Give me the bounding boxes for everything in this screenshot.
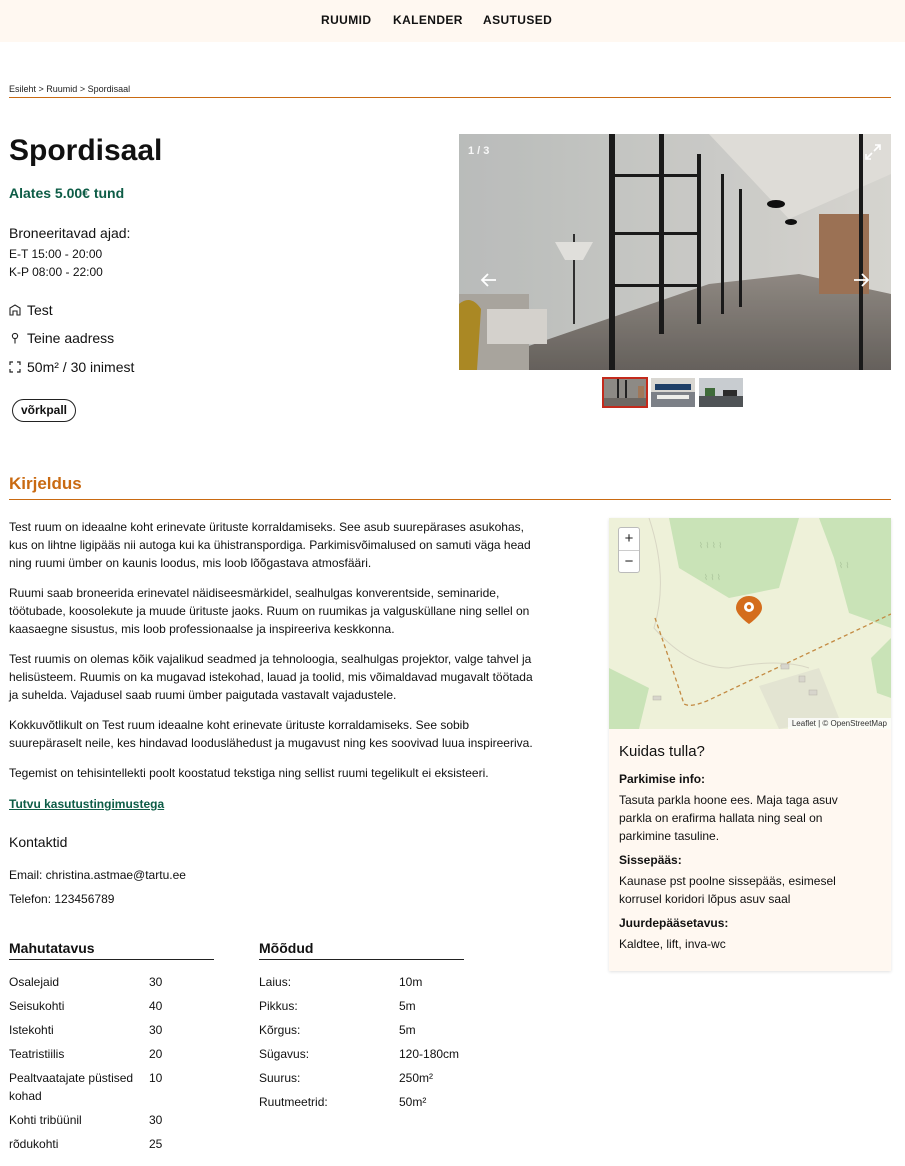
row-label: Kõrgus: xyxy=(259,1023,301,1037)
expand-icon xyxy=(9,361,21,373)
accessibility-label: Juurdepääsetavus: xyxy=(619,916,729,930)
breadcrumb-separator: > xyxy=(79,84,88,94)
svg-text:⌇ ⌇: ⌇ ⌇ xyxy=(839,561,850,570)
gallery-thumbnail[interactable] xyxy=(603,378,647,407)
row-label: rõdukohti xyxy=(9,1137,59,1151)
bookable-time-weekdays: E-T 15:00 - 20:00 xyxy=(9,247,103,261)
breadcrumb-divider xyxy=(9,97,891,98)
directions-title: Kuidas tulla? xyxy=(619,743,705,760)
table-row xyxy=(9,1111,214,1129)
zoom-in-button[interactable]: + xyxy=(624,530,634,547)
attribution-separator: | © xyxy=(815,719,831,728)
breadcrumb-item-rooms[interactable]: Ruumid xyxy=(46,84,78,94)
description-paragraph: Tegemist on tehisintellekti poolt koostatud tekstiga ning sellist ruumi tegelikult ei eksisteeri. xyxy=(9,766,489,780)
map-attribution xyxy=(788,718,891,729)
table-row xyxy=(9,1135,214,1153)
description-body xyxy=(9,518,539,794)
row-value: 30 xyxy=(149,1113,163,1127)
table-row xyxy=(259,997,464,1015)
row-label: Suurus: xyxy=(259,1071,301,1085)
dimensions-table xyxy=(259,940,464,1111)
row-value: 5m xyxy=(399,999,416,1013)
table-row xyxy=(9,997,214,1015)
building-row xyxy=(9,301,53,319)
openstreetmap-link[interactable]: OpenStreetMap xyxy=(830,719,887,728)
svg-text:⌇ ⌇ ⌇: ⌇ ⌇ ⌇ xyxy=(704,573,721,582)
entrance-text: Kaunase pst poolne sissepääs, esimesel korrusel koridori lõpus asuv saal xyxy=(619,874,836,906)
row-label: Osalejaid xyxy=(9,975,60,989)
size-text: 50m² / 30 inimest xyxy=(27,359,135,375)
description-divider xyxy=(9,499,891,500)
map-pin-icon xyxy=(9,332,21,344)
row-value: 5m xyxy=(399,1023,416,1037)
row-label: Sügavus: xyxy=(259,1047,310,1061)
row-label: Teatristiilis xyxy=(9,1047,65,1061)
nav-link-kalender[interactable]: KALENDER xyxy=(393,13,463,27)
row-label: Laius: xyxy=(259,975,292,989)
capacity-title: Mahutatavus xyxy=(9,940,214,960)
location-card xyxy=(609,518,891,971)
row-label: Kohti tribüünil xyxy=(9,1113,82,1127)
leaflet-link[interactable]: Leaflet xyxy=(791,719,816,728)
contacts-title: Kontaktid xyxy=(9,834,68,850)
page-title: Spordisaal xyxy=(9,134,163,167)
row-value: 120-180cm xyxy=(399,1047,460,1061)
breadcrumb-separator: > xyxy=(38,84,47,94)
description-paragraph: Kokkuvõtlikult on Test ruum ideaalne koht erinevate ürituste korraldamiseks. See sobib suurepäraselt neile, kes hindavad looduslähedust ja mugavust ning kes soovivad luua inspireeriva. xyxy=(9,718,533,750)
gallery-thumbnail[interactable] xyxy=(699,378,743,407)
description-title: Kirjeldus xyxy=(9,474,82,493)
table-row xyxy=(9,1045,214,1063)
description-paragraph: Test ruum on ideaalne koht erinevate ürituste korraldamiseks. See asub suurepärases asukohas, kus on lihtne ligipääs nii autoga kui ka ühistranspordiga. Parkimisvõimalused on samuti väga head ning ruumi ümber on kaunis loodus, mis loob lõõgastava atmosfääri. xyxy=(9,520,531,570)
table-row xyxy=(9,1021,214,1039)
gallery-thumbnails xyxy=(603,378,743,407)
image-gallery[interactable] xyxy=(459,134,891,370)
breadcrumb-item-home[interactable]: Esileht xyxy=(9,84,37,94)
map[interactable] xyxy=(609,518,891,729)
description-paragraph: Test ruumis on olemas kõik vajalikud seadmed ja tehnoloogia, sealhulgas projektor, valge tahvel ja helisüsteem. Ruumis on ka mugavad istekohad, lauad ja toolid, mis võimaldavad mugavalt töötada ja suhelda. Vajadusel saab ruumi ümber paigutada vastavalt vajadustele. xyxy=(9,652,533,702)
building-name: Test xyxy=(27,302,53,318)
svg-text:⌇ ⌇ ⌇ ⌇: ⌇ ⌇ ⌇ ⌇ xyxy=(699,541,723,550)
row-value: 10 xyxy=(149,1071,163,1085)
row-value: 50m² xyxy=(399,1095,427,1109)
table-row xyxy=(259,1069,464,1087)
row-value: 40 xyxy=(149,999,163,1013)
size-row xyxy=(9,358,134,376)
capacity-table xyxy=(9,940,214,1153)
row-value: 20 xyxy=(149,1047,163,1061)
bookable-times-title: Broneeritavad ajad: xyxy=(9,225,131,241)
breadcrumb xyxy=(9,84,130,94)
address-row xyxy=(9,329,114,347)
table-row xyxy=(259,1021,464,1039)
arrow-right-icon[interactable] xyxy=(851,270,871,290)
row-value: 10m xyxy=(399,975,423,989)
terms-link[interactable]: Tutvu kasutustingimustega xyxy=(9,797,165,811)
row-label: Ruutmeetrid: xyxy=(259,1095,328,1109)
gallery-counter: 1 / 3 xyxy=(468,145,490,157)
nav-link-asutused[interactable]: ASUTUSED xyxy=(483,13,553,27)
gallery-photo xyxy=(459,134,891,370)
map-marker-icon[interactable] xyxy=(735,595,763,625)
breadcrumb-item-current: Spordisaal xyxy=(87,84,131,94)
accessibility-text: Kaldtee, lift, inva-wc xyxy=(619,937,726,951)
map-zoom-control xyxy=(618,527,640,573)
gallery-thumbnail[interactable] xyxy=(651,378,695,407)
description-paragraph: Ruumi saab broneerida erinevatel näidiseesmärkidel, sealhulgas konverentside, seminaride, töötubade, koosolekute ja muude ürituste jaoks. Ruum on ruumikas ja valgusküllane ning sellel on kaasaegne sisustus, mis loob professionaalse ja inspireeriva keskkonna. xyxy=(9,586,530,636)
row-value: 30 xyxy=(149,1023,163,1037)
parking-text: Tasuta parkla hoone ees. Maja taga asuv parkla on erafirma hallata ning seal on parkimine tasuline. xyxy=(619,793,838,843)
row-label: Pikkus: xyxy=(259,999,298,1013)
table-row xyxy=(259,973,464,991)
table-row xyxy=(9,1069,214,1105)
row-label: Istekohti xyxy=(9,1023,54,1037)
table-row xyxy=(9,973,214,991)
fullscreen-icon[interactable] xyxy=(865,144,881,160)
row-value: 25 xyxy=(149,1137,163,1151)
row-value: 250m² xyxy=(399,1071,434,1085)
top-navigation xyxy=(0,0,905,42)
row-label: Seisukohti xyxy=(9,999,65,1013)
nav-link-ruumid[interactable]: RUUMID xyxy=(321,13,372,27)
dimensions-title: Mõõdud xyxy=(259,940,464,960)
entrance-label: Sissepääs: xyxy=(619,853,682,867)
contact-email[interactable]: Email: christina.astmae@tartu.ee xyxy=(9,868,186,882)
contact-phone[interactable]: Telefon: 123456789 xyxy=(9,892,115,906)
table-row xyxy=(259,1093,464,1111)
building-icon xyxy=(9,304,21,316)
zoom-out-button[interactable]: − xyxy=(619,550,639,572)
bookable-time-weekend: K-P 08:00 - 22:00 xyxy=(9,265,103,279)
room-price: Alates 5.00€ tund xyxy=(9,185,125,201)
arrow-left-icon[interactable] xyxy=(479,270,499,290)
tag-chip[interactable]: võrkpall xyxy=(12,399,76,422)
address-text: Teine aadress xyxy=(27,330,115,346)
row-value: 30 xyxy=(149,975,163,989)
table-row xyxy=(259,1045,464,1063)
parking-label: Parkimise info: xyxy=(619,772,706,786)
row-label: Pealtvaatajate püstised kohad xyxy=(9,1071,134,1103)
